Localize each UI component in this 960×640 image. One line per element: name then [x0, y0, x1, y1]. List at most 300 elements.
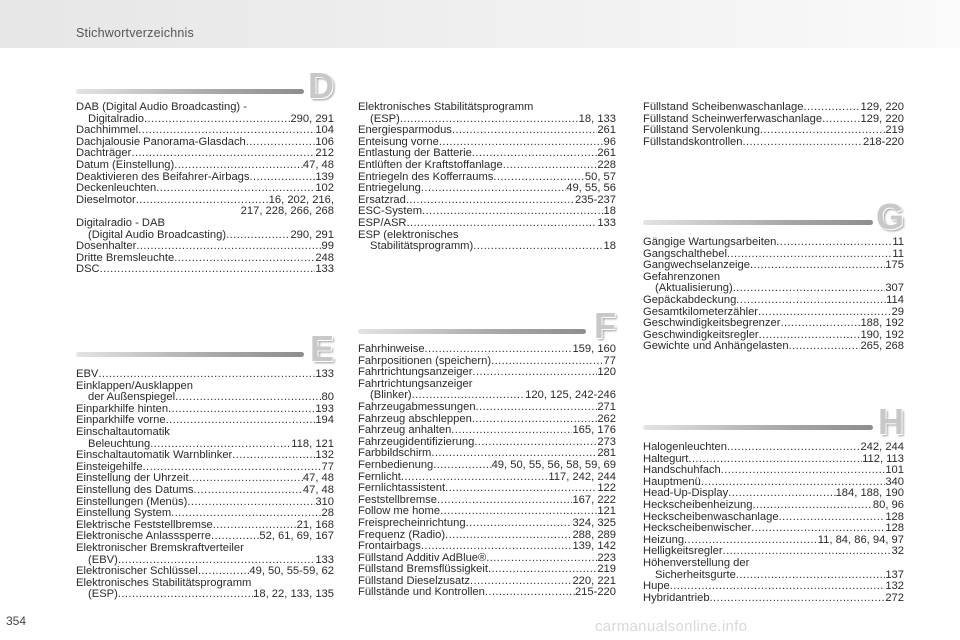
dot-leader	[736, 295, 886, 307]
index-entry	[358, 218, 616, 230]
dot-leader	[466, 518, 573, 530]
index-entry-pages: 184, 188, 190	[835, 487, 904, 500]
index-entry	[76, 183, 334, 195]
dot-leader	[406, 195, 575, 207]
index-entry-pages: 11, 84, 86, 94, 97	[817, 533, 904, 546]
index-entry-pages: 281	[597, 447, 616, 460]
index-entry-heading: Elektronisches Stabilitätsprogramm	[358, 101, 534, 113]
index-entry-pages: 49, 55, 56	[566, 182, 616, 195]
index-entry-pages: 137	[885, 568, 904, 581]
index-entry-pages: 288, 289	[572, 528, 616, 541]
section-divider	[643, 425, 873, 430]
index-entry	[358, 344, 616, 356]
index-entry-pages: 80	[321, 391, 334, 404]
index-entry	[643, 442, 904, 454]
index-entry-pages: 212	[315, 147, 334, 160]
index-entry-term: Datum (Einstellung)	[76, 158, 175, 171]
index-entry	[643, 295, 904, 307]
dot-leader	[491, 356, 603, 368]
dot-leader	[474, 437, 597, 449]
index-entry-heading: ESP (elektronisches	[358, 228, 459, 241]
index-entry	[643, 593, 904, 605]
index-entry-term: Heizung	[643, 533, 685, 546]
index-entry-pages: 215-220	[574, 586, 616, 599]
index-entry	[76, 485, 334, 497]
index-entry-pages: 52, 61, 69, 167	[259, 530, 334, 543]
index-entry-heading: Höhenverstellung der	[643, 556, 750, 569]
index-entry	[643, 318, 904, 330]
index-entry	[643, 341, 904, 353]
index-entry-term: Handschuhfach	[643, 464, 721, 477]
index-entry-pages: 290, 291	[290, 112, 334, 125]
index-entry-term: Deaktivieren des Beifahrer-Airbags	[76, 170, 250, 183]
index-entry	[643, 570, 904, 582]
index-entry-pages: 220, 221	[572, 574, 616, 587]
index-entry-heading: DAB (Digital Audio Broadcasting) -	[76, 101, 247, 113]
index-entry	[643, 523, 904, 535]
dot-leader	[470, 576, 573, 588]
dot-leader	[437, 495, 572, 507]
watermark: carmanualsonline.info	[595, 618, 748, 635]
index-entry-pages: 104	[315, 124, 334, 137]
index-entry-term: Haltegurt	[643, 452, 689, 465]
index-entry-term: DSC	[76, 263, 100, 276]
index-entry-term: Gewichte und Anhängelasten	[643, 340, 789, 353]
index-entry-term: Hauptmenü	[643, 475, 701, 488]
dot-leader	[421, 183, 566, 195]
index-list-h	[643, 442, 904, 604]
section-letter-h: H	[878, 401, 904, 442]
dot-leader	[727, 249, 892, 261]
index-entry-term: Hupe	[643, 580, 670, 593]
index-entry-term: Füllstand Scheinwerferwaschanlage	[643, 112, 823, 125]
index-entry-term: (Blinker)	[370, 389, 412, 402]
index-entry-term: Einsteigehilfe	[76, 460, 143, 473]
dot-leader	[156, 183, 315, 195]
index-entry-pages: 49, 50, 55, 56, 58, 59, 69	[491, 458, 616, 471]
index-entry-term: Deckenleuchten	[76, 182, 157, 195]
dot-leader	[232, 450, 315, 462]
index-entry-pages: 273	[597, 435, 616, 448]
index-entry-term: Helligkeitsregler	[643, 545, 723, 558]
dot-leader	[486, 553, 597, 565]
index-entry-term: Digitalradio	[88, 112, 144, 125]
dot-leader	[421, 541, 573, 553]
section-header-h	[643, 398, 904, 442]
index-entry	[76, 589, 334, 601]
index-entry-pages: 219	[885, 124, 904, 137]
index-entry-pages: 129, 220	[860, 101, 904, 113]
index-entry-pages: 248	[315, 251, 334, 264]
section-header-d	[76, 62, 334, 106]
index-entry	[76, 264, 334, 276]
index-entry-heading: Einklappen/Ausklappen	[76, 379, 193, 392]
dot-leader	[743, 137, 863, 149]
dot-leader	[100, 264, 316, 276]
index-entry-term: Gangschalthebel	[643, 247, 727, 260]
index-entry-term: Geschwindigkeitsbegrenzer	[643, 317, 781, 330]
index-entry-term: Elektronische Anlasssperre	[76, 530, 211, 543]
index-entry-term: ESC-System	[358, 205, 423, 218]
index-entry-term: Dachhimmel	[76, 124, 139, 137]
dot-leader	[187, 497, 315, 509]
dot-leader	[174, 253, 315, 265]
dot-leader	[433, 460, 491, 472]
dot-leader	[750, 260, 885, 272]
dot-leader	[144, 114, 290, 126]
index-entry-pages: 21, 168	[296, 518, 334, 531]
index-entry-term: Halogenleuchten	[643, 441, 727, 453]
index-entry	[358, 425, 616, 437]
section-letter-d: D	[308, 65, 334, 106]
index-entry	[76, 160, 334, 172]
index-entry-term: Fahrpositionen (speichern)	[358, 354, 492, 367]
index-entry-pages: 118, 121	[291, 437, 334, 450]
dot-leader	[736, 570, 885, 582]
index-entry-term: Gangwechselanzeige	[643, 259, 750, 272]
index-entry-pages: 96	[603, 135, 616, 148]
dot-leader	[198, 566, 250, 578]
index-entry-term: Frequenz (Radio)	[358, 528, 446, 541]
index-entry-term: Fernlicht	[358, 470, 401, 483]
index-entry-pages: 11	[892, 236, 904, 248]
index-entry-heading: Digitalradio - DAB	[76, 216, 165, 229]
section-header-f	[358, 302, 616, 346]
dot-leader	[98, 369, 315, 381]
index-entry-term: (EBV)	[88, 553, 118, 566]
index-entry-term: Heckscheibenwischer	[643, 522, 752, 535]
dot-leader	[452, 125, 597, 137]
index-entry-pages: 194	[315, 414, 334, 427]
index-entry-term: der Außenspiegel	[88, 391, 176, 404]
index-entry	[358, 518, 616, 530]
index-entry	[358, 402, 616, 414]
index-entry	[76, 369, 334, 381]
index-entry-pages: 340	[885, 475, 904, 488]
index-entry-term: Enteisung vorne	[358, 135, 439, 148]
index-entry	[76, 566, 334, 578]
index-entry-term: Elektrische Feststellbremse	[76, 518, 213, 531]
dot-leader	[171, 508, 321, 520]
page-title: Stichwortverzeichnis	[76, 26, 194, 40]
index-entry-pages: 16, 202, 216,	[268, 193, 334, 206]
index-entry-pages: 223	[597, 551, 616, 564]
index-entry	[358, 183, 616, 195]
index-entry-term: Fahrzeugidentifizierung	[358, 435, 475, 448]
index-entry-pages: 133	[315, 368, 334, 380]
index-entry-term: Elektronischer Schlüssel	[76, 565, 198, 578]
index-entry-pages: 122	[597, 482, 616, 495]
index-entry-term: Fahrhinweise	[358, 343, 425, 355]
index-entry-pages: 188, 192	[860, 317, 904, 330]
page-number: 354	[6, 614, 27, 628]
index-entry-term: Füllstand Servolenkung	[643, 124, 760, 137]
section-letter-g: G	[875, 196, 904, 237]
index-entry-pages: 307	[885, 282, 904, 295]
index-entry-pages: 128	[885, 522, 904, 535]
index-entry-pages: 217, 228, 266, 268	[240, 205, 334, 218]
index-entry-pages: 29	[891, 305, 904, 318]
index-list-f-continued	[643, 102, 904, 148]
index-entry-heading: Gefahrenzonen	[643, 270, 721, 283]
index-entry-term: Geschwindigkeitsregler	[643, 328, 759, 341]
section-header-g	[643, 193, 904, 237]
index-entry-pages: 272	[885, 591, 904, 604]
index-list-e	[76, 369, 334, 601]
dot-leader	[473, 241, 603, 253]
index-entry-pages: 11	[892, 247, 904, 260]
dot-leader	[752, 500, 872, 512]
index-entry-term: Freisprecheinrichtung	[358, 516, 466, 529]
index-entry-pages: 218-220	[862, 135, 904, 148]
index-entry-term: Stabilitätsprogramm)	[370, 240, 474, 253]
index-entry-term: Füllstand Additiv AdBlue®	[358, 551, 487, 564]
section-divider	[76, 89, 304, 94]
index-entry-term: Füllstand Dieselzusatz	[358, 574, 470, 587]
dot-leader	[189, 473, 303, 485]
index-entry-term: Einschaltautomatik Warnblinker	[76, 449, 233, 462]
dot-leader	[710, 593, 886, 605]
index-entry-pages: 117, 242, 244	[548, 470, 616, 483]
index-entry-pages: 47, 48	[302, 158, 334, 171]
dot-leader	[425, 344, 573, 356]
section-header-e	[76, 325, 334, 369]
index-entry-term: Dieselmotor	[76, 193, 136, 206]
index-entry-term: Heckscheibenheizung	[643, 498, 753, 511]
index-entry-term: Sicherheitsgurte	[655, 568, 736, 581]
section-divider	[76, 352, 304, 357]
header-bar	[0, 0, 960, 48]
index-entry-pages: 32	[891, 545, 904, 558]
dot-leader	[174, 160, 303, 172]
dot-leader	[168, 404, 315, 416]
index-entry-term: Energiesparmodus	[358, 124, 452, 137]
index-entry-term: Fahrzeugabmessungen	[358, 400, 476, 413]
index-entry-pages: 18	[603, 205, 616, 218]
index-entry-term: Einparkhilfe vorne	[76, 414, 166, 427]
index-entry-pages: 324, 325	[572, 516, 616, 529]
index-entry-pages: 121	[597, 505, 616, 518]
dot-leader	[445, 530, 572, 542]
dot-leader	[166, 415, 316, 427]
index-entry-term: Einstellung der Uhrzeit	[76, 472, 189, 485]
index-entry-term: Fernlichtassistent	[358, 482, 446, 495]
index-list-e-continued	[358, 102, 616, 253]
dot-leader	[733, 283, 886, 295]
dot-leader	[776, 237, 892, 249]
index-entry-pages: 175	[885, 259, 904, 272]
index-entry-term: Entlastung der Batterie	[358, 147, 472, 160]
index-entry-heading: Elektronisches Stabilitätsprogramm	[76, 576, 252, 589]
section-letter-e: E	[309, 328, 334, 369]
dot-leader	[503, 160, 598, 172]
index-entry-pages: 28	[321, 507, 334, 520]
index-entry	[643, 237, 904, 249]
index-entry-pages: 228	[597, 158, 616, 171]
index-entry-pages: 219	[597, 563, 616, 576]
index-entry-term: Hybridantrieb	[643, 591, 710, 604]
index-entry	[643, 137, 904, 149]
dot-leader	[822, 114, 860, 126]
index-entry	[358, 587, 616, 599]
index-entry-term: Frontairbags	[358, 540, 421, 553]
index-entry-pages: 193	[315, 402, 334, 415]
dot-leader	[422, 206, 604, 218]
dot-leader	[246, 137, 316, 149]
index-entry-term: Fernbedienung	[358, 458, 434, 471]
index-entry-term: Dachträger	[76, 147, 132, 160]
index-entry	[358, 460, 616, 472]
index-entry-term: Fahrzeug anhalten	[358, 424, 452, 437]
index-entry-pages: 18, 133	[578, 112, 616, 125]
index-entry-term: (ESP)	[88, 588, 118, 601]
index-entry-term: Entriegeln des Kofferraums	[358, 170, 494, 183]
index-entry-pages: 261	[597, 147, 616, 160]
index-entry-term: Füllstände und Kontrollen	[358, 586, 485, 599]
index-entry-pages: 18, 22, 133, 135	[253, 588, 334, 601]
index-entry-term: Gesamtkilometerzähler	[643, 305, 759, 318]
index-entry-pages: 120	[597, 366, 616, 379]
index-entry-pages: 112, 113	[862, 452, 904, 465]
index-entry-term: Füllstand Bremsflüssigkeit	[358, 563, 488, 576]
dot-leader	[803, 102, 860, 114]
index-entry-heading: Einschaltautomatik	[76, 425, 170, 438]
index-entry	[358, 160, 616, 172]
index-entry-pages: 47, 48	[302, 483, 334, 496]
index-entry-pages: 99	[321, 240, 334, 253]
dot-leader	[727, 442, 860, 454]
index-entry-pages: 102	[315, 182, 334, 195]
index-entry-pages: 242, 244	[860, 441, 904, 453]
dot-leader	[250, 172, 316, 184]
index-entry-term: Follow me home	[358, 505, 441, 518]
dot-leader	[721, 465, 886, 477]
index-entry-term: ESP/ASR	[358, 216, 407, 229]
index-entry-pages: 290, 291	[290, 228, 334, 241]
index-entry-pages: 77	[603, 354, 616, 367]
index-entry-pages: 133	[315, 263, 334, 276]
index-entry-pages: 133	[597, 216, 616, 229]
dot-leader	[751, 523, 885, 535]
index-entry	[358, 541, 616, 553]
section-divider	[358, 329, 586, 334]
index-entry-term: Entriegelung	[358, 182, 421, 195]
index-entry	[643, 102, 904, 114]
index-list-g	[643, 237, 904, 353]
dot-leader	[445, 483, 597, 495]
index-entry-term: (Aktualisierung)	[655, 282, 733, 295]
index-entry-pages: 262	[597, 412, 616, 425]
dot-leader	[476, 402, 598, 414]
dot-leader	[194, 485, 303, 497]
index-entry-pages: 159, 160	[572, 343, 616, 355]
index-entry	[358, 483, 616, 495]
index-entry	[643, 500, 904, 512]
index-entry	[76, 253, 334, 265]
index-entry-heading: Elektronischer Bremskraftverteiler	[76, 541, 244, 554]
index-entry-term: Einstellungen (Menüs)	[76, 495, 188, 508]
index-entry-pages: 132	[315, 449, 334, 462]
index-entry-term: (ESP)	[370, 112, 400, 125]
index-entry-pages: 271	[597, 400, 616, 413]
section-letter-f: F	[594, 305, 616, 346]
index-entry-term: Gängige Wartungsarbeiten	[643, 236, 777, 248]
index-entry-term: Heckscheibenwaschanlage	[643, 510, 779, 523]
index-entry	[643, 581, 904, 593]
index-entry-term: Feststellbremse	[358, 493, 437, 506]
section-divider	[643, 220, 873, 225]
index-list-d	[76, 102, 334, 276]
index-entry-term: Einstellung System	[76, 507, 172, 520]
index-entry-term: Dritte Bremsleuchte	[76, 251, 175, 264]
index-entry-term: Head-Up-Display	[643, 487, 729, 500]
index-entry-heading: Fahrtrichtungsanzeiger	[358, 377, 473, 390]
index-entry-pages: 261	[597, 124, 616, 137]
index-entry-pages: 139	[315, 170, 334, 183]
index-entry-pages: 129, 220	[860, 112, 904, 125]
index-entry-term: Gepäckabdeckung	[643, 293, 737, 306]
index-entry-pages: 101	[885, 464, 904, 477]
dot-leader	[485, 587, 575, 599]
index-entry-pages: 167, 222	[572, 493, 616, 506]
index-entry-term: Füllstandskontrollen	[643, 135, 743, 148]
index-entry-pages: 133	[315, 553, 334, 566]
dot-leader	[779, 512, 886, 524]
index-entry-term: (Digital Audio Broadcasting)	[88, 228, 227, 241]
index-entry	[76, 450, 334, 462]
index-entry-pages: 235-237	[574, 193, 616, 206]
dot-leader	[789, 341, 861, 353]
index-entry-term: Farbbildschirm	[358, 447, 432, 460]
index-entry-pages: 128	[885, 510, 904, 523]
dot-leader	[780, 318, 860, 330]
index-entry-term: Füllstand Scheibenwaschanlage	[643, 101, 804, 113]
index-entry-term: Fahrtrichtungsanzeiger	[358, 366, 473, 379]
index-entry-term: Einparkhilfe hinten	[76, 402, 169, 415]
dot-leader	[670, 581, 886, 593]
index-entry-pages: 132	[885, 580, 904, 593]
index-entry-term: Fahrzeug abschleppen	[358, 412, 472, 425]
index-entry-pages: 265, 268	[860, 340, 904, 353]
dot-leader	[118, 589, 253, 601]
dot-leader	[175, 392, 321, 404]
index-entry-pages: 120, 125, 242-246	[525, 389, 616, 402]
dot-leader	[226, 230, 290, 242]
index-entry-pages: 139, 142	[572, 540, 616, 553]
index-entry	[76, 508, 334, 520]
index-entry-pages: 47, 48	[302, 472, 334, 485]
index-entry	[358, 241, 616, 253]
index-entry-pages: 18	[603, 240, 616, 253]
index-entry-pages: 165, 176	[572, 424, 616, 437]
index-entry-term: Beleuchtung	[88, 437, 151, 450]
index-entry-pages: 114	[886, 293, 904, 306]
index-entry-pages: 310	[315, 495, 334, 508]
index-entry-term: Dosenhalter	[76, 240, 137, 253]
index-entry-pages: 50, 57	[584, 170, 616, 183]
dot-leader	[407, 218, 598, 230]
index-list-f	[358, 344, 616, 599]
index-entry-term: EBV	[76, 368, 99, 380]
index-entry-pages: 80, 96	[872, 498, 904, 511]
dot-leader	[472, 367, 597, 379]
index-entry-pages: 49, 50, 55-59, 62	[249, 565, 334, 578]
dot-leader	[451, 425, 572, 437]
index-entry-pages: 77	[321, 460, 334, 473]
index-entry-term: Entlüften der Kraftstoffanlage	[358, 158, 503, 171]
index-entry-pages: 190, 192	[860, 328, 904, 341]
index-entry-term: Ersatzrad	[358, 193, 406, 206]
